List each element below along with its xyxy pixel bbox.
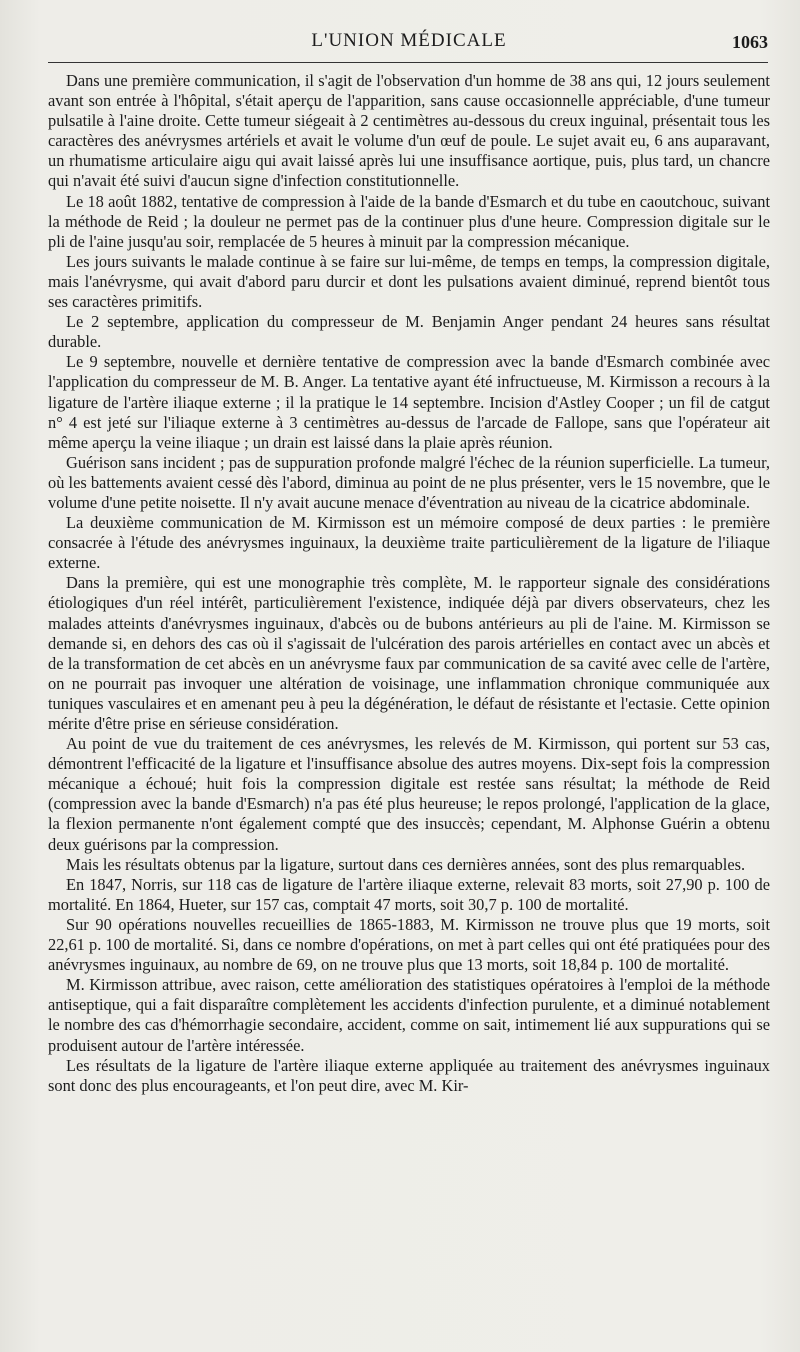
paragraph: Guérison sans incident ; pas de suppuration profonde malgré l'échec de la réunion superficielle. La tumeur, où les battements avaient cessé dès l'abord, diminua au point de ne plus présenter, vers le 15 novembre, que le volume d'une petite noisette. Il n'y avait aucune menace d'éventration au niveau de la cicatrice abdominale. — [48, 452, 770, 512]
paragraph: Mais les résultats obtenus par la ligature, surtout dans ces dernières années, sont des plus remarquables. — [66, 854, 746, 874]
paragraph: En 1847, Norris, sur 118 cas de ligature de l'artère iliaque externe, relevait 83 morts, soit 27,90 p. 100 de mortalité. En 1864, Hueter, sur 157 cas, comptait 47 morts, soit 30,7 p. 100 de mortalité. — [48, 874, 770, 914]
page-number: 1063 — [732, 32, 768, 52]
paragraph: Les jours suivants le malade continue à se faire sur lui-même, de temps en temps, la compression digitale, mais l'anévrysme, qui avait d'abord paru durcir et dont les pulsations avaient diminué, reprend bientôt tous ses caractères primitifs. — [48, 251, 770, 312]
paragraph: Sur 90 opérations nouvelles recueillies de 1865-1883, M. Kirmisson ne trouve plus que 19 morts, soit 22,61 p. 100 de mortalité. Si, dans ce nombre d'opérations, on met à part celles qui ont été pratiquées pour des anévrysmes inguinaux, au nombre de 69, on ne trouve plus que 13 morts, soit 18,84 p. 100 de mortalité. — [48, 914, 770, 975]
paragraph: Dans une première communication, il s'agit de l'observation d'un homme de 38 ans qui, 12 jours seulement avant son entrée à l'hôpital, s'était aperçu de l'apparition, sans cause occasionnelle appréciable, d'une tumeur pulsatile à l'aine droite. Cette tumeur siégeait à 2 centimètres au-dessous du creux inguinal, présentait tous les caractères des anévrysmes artériels et avait le volume d'un œuf de poule. Le sujet avait eu, 6 ans auparavant, un rhumatisme articulaire aigu qui avait laissé après lui une insuffisance aortique, puis, plus tard, un chancre qui n'avait été suivi d'aucun signe d'infection constitutionnelle. — [48, 71, 770, 191]
article-body — [48, 71, 770, 1096]
paragraph: Le 2 septembre, application du compresseur de M. Benjamin Anger pendant 24 heures sans résultat durable. — [48, 312, 770, 352]
header-rule — [48, 62, 768, 63]
paragraph: Dans la première, qui est une monographie très complète, M. le rapporteur signale des considérations étiologiques d'un réel intérêt, particulièrement l'existence, indiquée déjà par divers observateurs, chez les malades atteints d'anévrysmes inguinaux, d'abcès ou de bubons antérieurs au pli de l'aine. M. Kirmisson se demande si, en dehors des cas où il s'agissait de l'ulcération des parois artérielles en contact avec un abcès et de la transformation de cet abcès en un anévrysme faux par communication de sa cavité avec celle de l'artère, on ne pourrait pas invoquer une altération de voisinage, une inflammation chronique communiquée aux tuniques vasculaires et en amenant peu à peu la dégénération, le défaut de résistante et l'ectasie. Cette opinion mérite d'être prise en sérieuse considération. — [48, 573, 770, 733]
page-header — [48, 30, 770, 62]
paragraph: Les résultats de la ligature de l'artère iliaque externe appliquée au traitement des anévrysmes inguinaux sont donc des plus encourageants, et l'on peut dire, avec M. Kir- — [48, 1055, 770, 1095]
paragraph: Le 18 août 1882, tentative de compression à l'aide de la bande d'Esmarch et du tube en caoutchouc, suivant la méthode de Reid ; la douleur ne permet pas de la continuer plus d'une heure. Compression digitale sur le pli de l'aine jusqu'au soir, remplacée de 5 heures à minuit par la compression mécanique. — [48, 191, 770, 251]
running-title: L'UNION MÉDICALE — [311, 30, 507, 51]
paragraph: Au point de vue du traitement de ces anévrysmes, les relevés de M. Kirmisson, qui portent sur 53 cas, démontrent l'efficacité de la ligature et l'insuffisance absolue des autres moyens. Dix-sept fois la compression mécanique a échoué; huit fois la compression digitale est restée sans résultat; la méthode de Reid (compression avec la bande d'Esmarch) n'a pas été plus heureuse; le repos prolongé, l'application de la glace, la flexion permanente n'ont également compté que des insuccès; cependant, M. Alphonse Guérin a obtenu deux guérisons par la compression. — [48, 734, 770, 854]
paragraph: La deuxième communication de M. Kirmisson est un mémoire composé de deux parties : le première consacrée à l'étude des anévrysmes inguinaux, la deuxième traite particulièrement de la ligature de l'iliaque externe. — [48, 513, 770, 573]
paragraph: Le 9 septembre, nouvelle et dernière tentative de compression avec la bande d'Esmarch combinée avec l'application du compresseur de M. B. Anger. La tentative ayant été infructueuse, M. Kirmisson a recours à la ligature de l'artère iliaque externe ; il la pratique le 14 septembre. Incision d'Astley Cooper ; un fil de catgut n° 4 est jeté sur l'iliaque externe à 3 centimètres au-dessus de l'arcade de Fallope, sans que l'opérateur ait même aperçu la veine iliaque ; un drain est laissé dans la plaie après réunion. — [48, 352, 770, 452]
paragraph: M. Kirmisson attribue, avec raison, cette amélioration des statistiques opératoires à l'emploi de la méthode antiseptique, qui a fait disparaître complètement les accidents d'infection purulente, et a diminué notablement le nombre des cas d'hémorrhagie secondaire, accident, comme on sait, intimement lié aux suppurations qui se produisent autour de l'artère intéressée. — [48, 975, 770, 1055]
